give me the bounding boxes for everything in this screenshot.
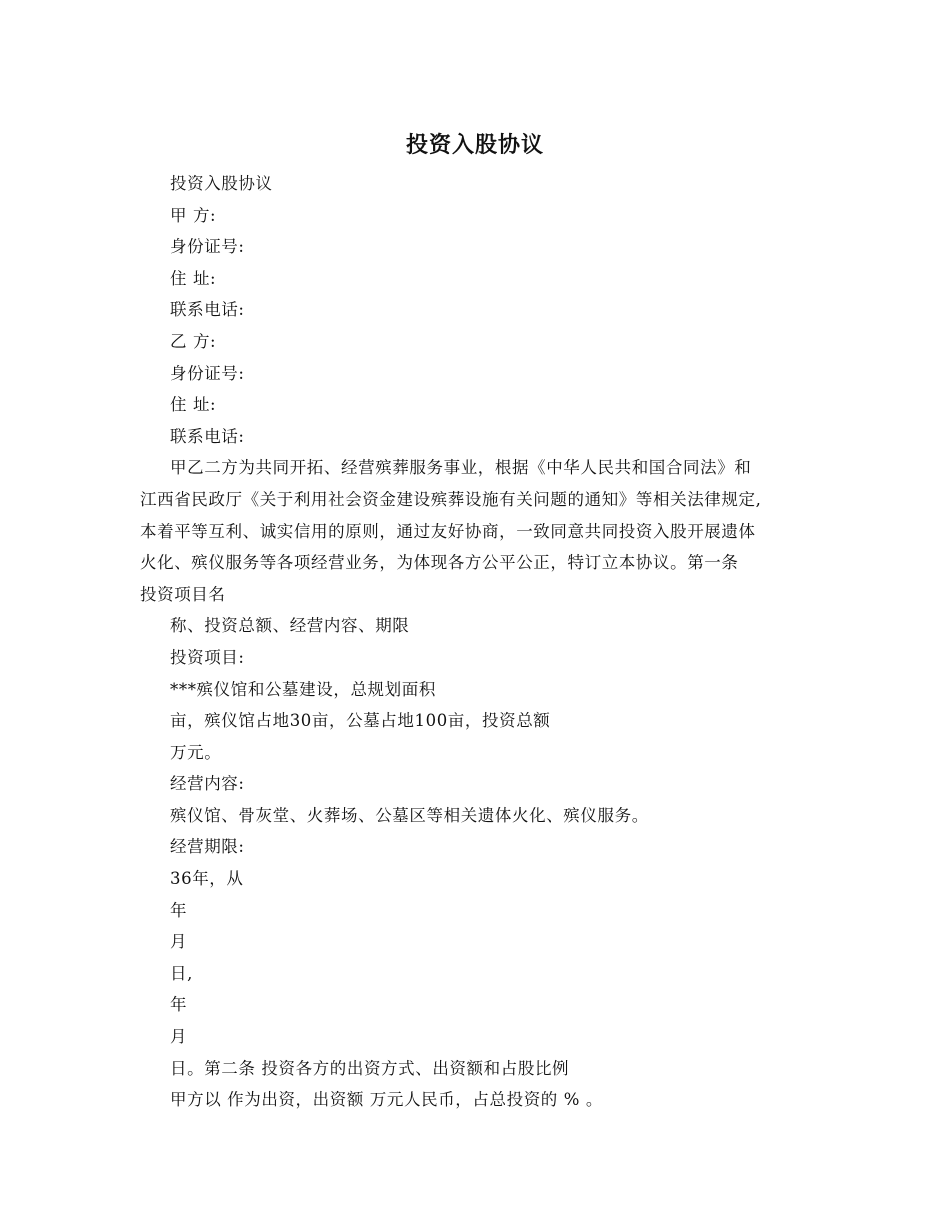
preamble-line: 江西省民政厅《关于利用社会资金建设殡葬设施有关问题的通知》等相关法律规定, [140,489,762,509]
document-body [140,168,830,1116]
term-line: 年 [170,995,188,1015]
party-a-address-label: 住 址: [170,268,217,288]
business-scope-line: 殡仪馆、骨灰堂、火葬场、公墓区等相关遗体火化、殡仪服务。 [170,805,649,825]
term-label: 经营期限: [170,837,245,857]
project-line: 万元。 [170,742,222,762]
preamble-line: 火化、殡仪服务等各项经营业务，为体现各方公平公正，特订立本协议。第一条 [140,553,739,573]
party-a-label: 甲 方: [170,205,217,225]
party-b-phone-label: 联系电话: [170,426,245,446]
project-line: 亩，殡仪馆占地30亩，公墓占地100亩，投资总额 [170,711,551,731]
article-two-heading: 日。第二条 投资各方的出资方式、出资额和占股比例 [170,1058,570,1078]
party-b-id-label: 身份证号: [170,363,245,383]
term-line: 日, [170,963,193,983]
subtitle-line: 投资入股协议 [170,174,273,193]
document-title: 投资入股协议 [405,132,544,158]
party-b-label: 乙 方: [170,331,217,351]
party-a-contribution-line: 甲方以 作为出资，出资额 万元人民币，占总投资的 % 。 [170,1090,603,1110]
term-line: 年 [170,900,188,920]
term-line: 月 [170,1027,188,1047]
party-b-address-label: 住 址: [170,395,217,415]
term-line: 36年，从 [170,869,244,889]
term-line: 月 [170,932,188,952]
preamble-line: 甲乙二方为共同开拓、经营殡葬服务事业，根据《中华人民共和国合同法》和 [170,458,752,478]
party-a-id-label: 身份证号: [170,237,245,257]
preamble-line: 本着平等互利、诚实信用的原则，通过友好协商，一致同意共同投资入股开展遗体 [140,521,756,541]
article-one-heading: 投资项目名 [140,584,226,604]
party-a-phone-label: 联系电话: [170,300,245,320]
article-one-heading-cont: 称、投资总额、经营内容、期限 [170,616,410,636]
project-label: 投资项目: [170,647,245,667]
project-line: ***殡仪馆和公墓建设，总规划面积 [170,679,436,699]
business-scope-label: 经营内容: [170,774,245,794]
